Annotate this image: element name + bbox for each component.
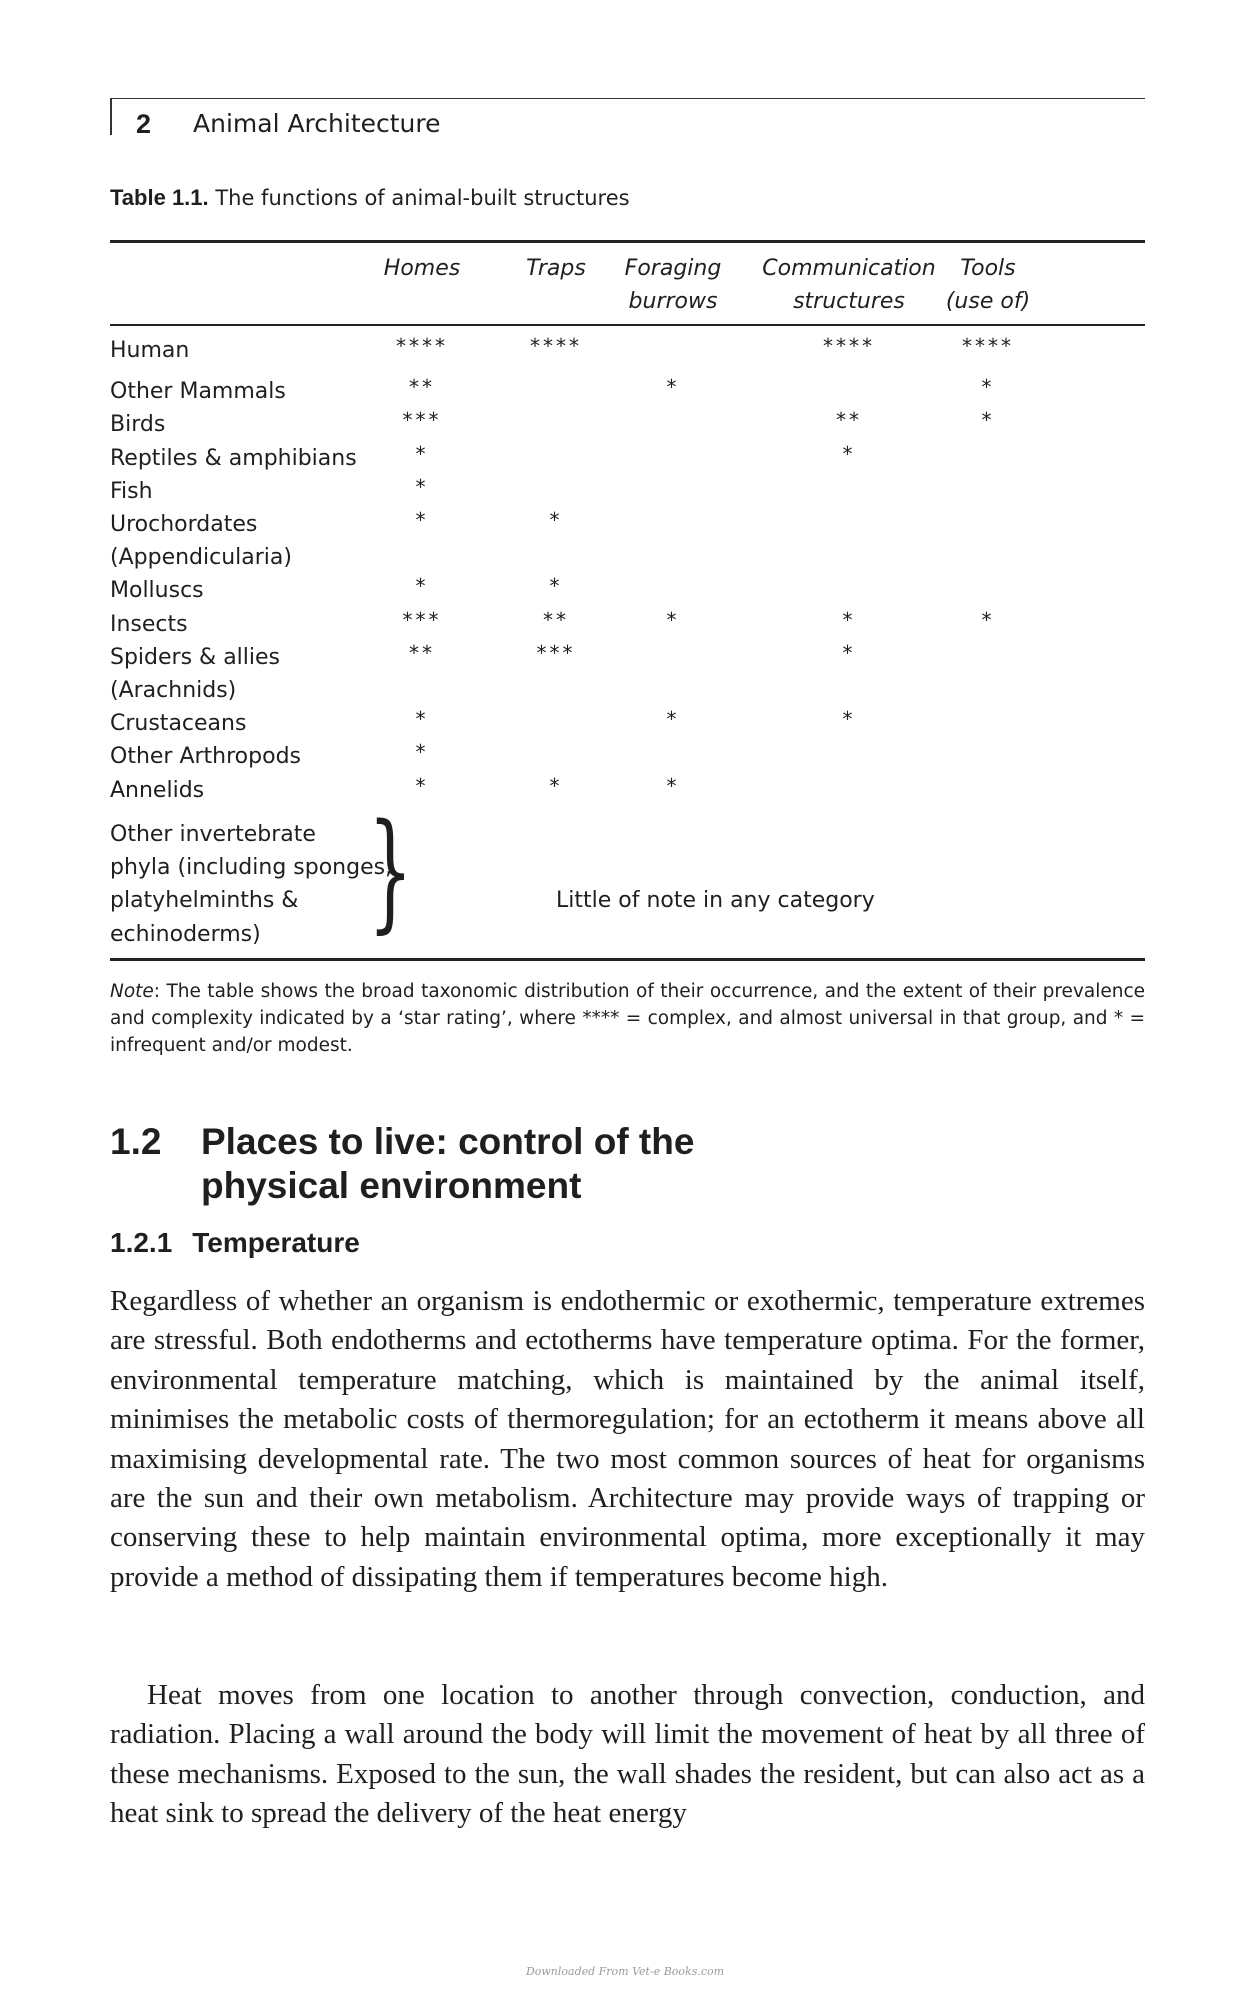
column-header bbox=[762, 252, 935, 318]
star-rating: * bbox=[549, 508, 563, 532]
column-header bbox=[625, 252, 722, 318]
page-number: 2 bbox=[136, 109, 152, 139]
section-number: 1.2 bbox=[110, 1121, 162, 1162]
column-header-line-1: Communication bbox=[762, 256, 936, 281]
section-title-line-2: physical environment bbox=[201, 1165, 582, 1206]
column-header-line-1: Homes bbox=[383, 256, 461, 281]
star-rating: ** bbox=[836, 408, 862, 433]
star-rating: * bbox=[415, 508, 429, 532]
column-header bbox=[526, 252, 586, 285]
star-rating: * bbox=[842, 640, 856, 665]
star-rating: **** bbox=[823, 334, 875, 358]
star-rating: **** bbox=[530, 334, 582, 358]
section-title-line-1: Places to live: control of the bbox=[201, 1121, 695, 1162]
body-paragraph-1: Regardless of whether an organism is endothermic or exothermic, temperature extremes are stressful. Both endotherms and ectotherms have temperature optima. For the former, environmental temperature matching, which is maintained by the animal itself, minimises the metabolic costs of thermoregulation; for an ectotherm it means above all maximising developmental rate. The two most common sources of heat for organisms are the sun and their own metabolism. Architecture may provide ways of trapping or conserving these to help maintain environmental optima, more exceptionally it may provide a method of dissipating them if temperatures become high. bbox=[110, 1285, 1145, 1593]
row-label: Other Mammals bbox=[110, 379, 286, 405]
star-rating: * bbox=[415, 474, 429, 499]
running-title: Animal Architecture bbox=[193, 109, 441, 138]
row-label: Fish bbox=[110, 478, 153, 504]
row-label: Insects bbox=[110, 611, 188, 637]
star-rating: * bbox=[415, 707, 429, 732]
star-rating: ** bbox=[409, 640, 435, 665]
subsection-number: 1.2.1 bbox=[110, 1227, 173, 1258]
column-header-line-2: burrows bbox=[628, 289, 718, 314]
star-rating: ** bbox=[543, 607, 569, 632]
table-note bbox=[110, 978, 1145, 1059]
row-label: Molluscs bbox=[110, 578, 204, 604]
brace-symbol: } bbox=[368, 797, 413, 946]
star-rating: * bbox=[549, 773, 563, 798]
row-label: Annelids bbox=[110, 777, 205, 803]
star-rating: *** bbox=[402, 408, 442, 433]
row-label-other-invertebrates: platyhelminths & bbox=[110, 888, 299, 914]
download-footer: Downloaded From Vet-e Books.com bbox=[525, 1965, 725, 1978]
row-label-other-invertebrates: phyla (including sponges, bbox=[110, 855, 393, 881]
row-label: Reptiles & amphibians bbox=[110, 445, 357, 471]
star-rating: * bbox=[415, 441, 429, 466]
note-text: : The table shows the broad taxonomic distribution of their occurrence, and the extent of their prevalence and complexity indicated by a ‘star rating’, where **** = complex, and almost universal in that group, and * = infrequent and/or modest. bbox=[110, 981, 1145, 1056]
subsection-title: Temperature bbox=[192, 1227, 360, 1258]
star-rating: * bbox=[666, 773, 680, 798]
star-rating: * bbox=[842, 441, 856, 466]
column-header-line-1: Foraging bbox=[624, 256, 722, 281]
body-paragraph-2: Heat moves from one location to another through convection, conduction, and radiation. Placing a wall around the body will limit the movement of heat by all three of these mechanisms. Exposed to the sun, the wall shades the resident, but can also act as a heat sink to spread the delivery of the heat energy bbox=[110, 1679, 1145, 1830]
star-rating: * bbox=[981, 408, 995, 433]
column-header-line-1: Tools bbox=[960, 256, 1016, 281]
table-bottom-rule bbox=[110, 958, 1145, 961]
star-rating: * bbox=[415, 574, 429, 599]
section-title bbox=[201, 1120, 901, 1208]
star-rating: **** bbox=[962, 334, 1014, 358]
running-header bbox=[110, 98, 1145, 141]
star-rating: * bbox=[549, 574, 563, 599]
spanning-note: Little of note in any category bbox=[556, 888, 875, 913]
row-label: Human bbox=[110, 338, 190, 363]
star-rating: * bbox=[666, 607, 680, 632]
table-caption bbox=[110, 185, 630, 211]
column-header-line-2: (use of) bbox=[945, 289, 1031, 314]
subsection-heading bbox=[110, 1226, 360, 1260]
star-rating: * bbox=[415, 773, 429, 798]
column-header bbox=[384, 252, 460, 285]
star-rating: * bbox=[842, 707, 856, 732]
header-rule bbox=[110, 99, 112, 135]
star-rating: *** bbox=[536, 640, 576, 665]
row-label: (Arachnids) bbox=[110, 678, 237, 703]
table-caption-text: The functions of animal-built structures bbox=[215, 186, 630, 210]
table-header-rule bbox=[110, 324, 1145, 326]
row-label: Other Arthropods bbox=[110, 744, 301, 770]
row-label-other-invertebrates: Other invertebrate bbox=[110, 822, 316, 847]
table-top-rule bbox=[110, 240, 1145, 243]
row-label: Urochordates bbox=[110, 512, 258, 537]
star-rating: *** bbox=[402, 607, 442, 632]
star-rating: * bbox=[981, 607, 995, 632]
row-label: Spiders & allies bbox=[110, 644, 281, 670]
table-label: Table 1.1. bbox=[110, 185, 209, 210]
column-header-line-1: Traps bbox=[526, 256, 586, 281]
row-label: (Appendicularia) bbox=[110, 545, 292, 571]
row-label: Crustaceans bbox=[110, 711, 247, 737]
column-header-line-2: structures bbox=[793, 289, 905, 314]
note-label: Note bbox=[110, 981, 154, 1002]
row-label-other-invertebrates: echinoderms) bbox=[110, 921, 261, 947]
column-header bbox=[946, 252, 1030, 318]
star-rating: * bbox=[666, 375, 680, 400]
star-rating: * bbox=[666, 707, 680, 732]
star-rating: * bbox=[842, 607, 856, 632]
star-rating: * bbox=[415, 740, 429, 765]
star-rating: ** bbox=[409, 375, 435, 400]
row-label: Birds bbox=[110, 412, 166, 438]
star-rating: * bbox=[981, 375, 995, 400]
star-rating: **** bbox=[396, 334, 448, 358]
